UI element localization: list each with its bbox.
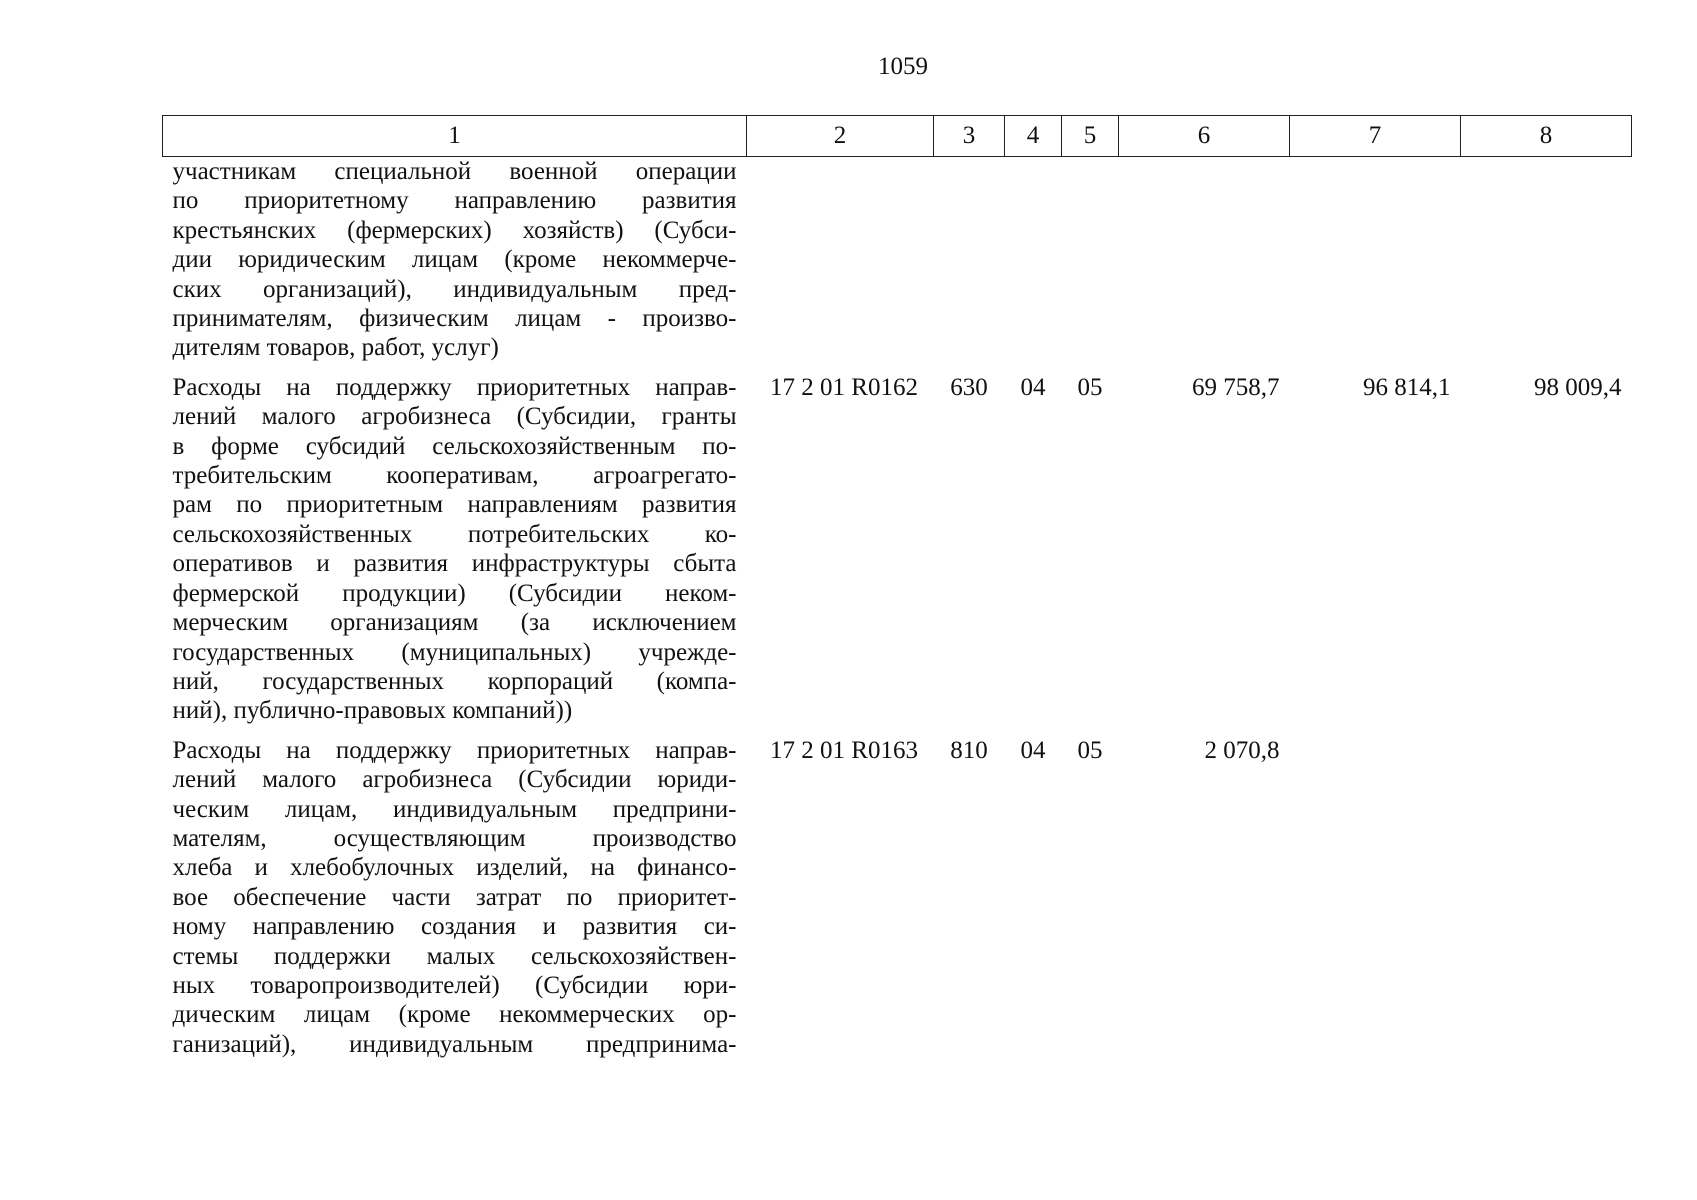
amount-col-8 xyxy=(1461,157,1632,363)
column-header-4: 4 xyxy=(1005,116,1062,157)
description-line: ных товаропроизводителей) (Субсидии юри- xyxy=(172,971,737,999)
description-line: ному направлению создания и развития си- xyxy=(172,913,737,941)
subsection-code xyxy=(1062,157,1119,363)
column-header-3: 3 xyxy=(934,116,1005,157)
section-code xyxy=(1005,157,1062,363)
table-header-row xyxy=(163,116,1632,157)
description-line: ческим лицам, индивидуальным предприни- xyxy=(172,795,737,823)
amount-col-8 xyxy=(1461,726,1632,1059)
amount-col-7 xyxy=(1290,726,1461,1059)
description-line: ских организаций), индивидуальным пред- xyxy=(172,275,737,303)
section-code: 04 xyxy=(1020,736,1046,764)
description-line: ний), публично-правовых компаний)) xyxy=(172,697,573,725)
description-line: ганизаций), индивидуальным предпринима- xyxy=(172,1030,737,1058)
budget-table xyxy=(162,115,1632,1059)
description-line: требительским кооперативам, агроагрегато- xyxy=(172,462,737,490)
description-line: крестьянских (фермерских) хозяйств) (Субси- xyxy=(172,216,737,244)
expense-type: 810 xyxy=(950,736,988,764)
row-description xyxy=(163,363,747,726)
description-line: хлеба и хлебобулочных изделий, на финансо- xyxy=(172,854,737,882)
expense-type xyxy=(934,157,1005,363)
expense-type: 630 xyxy=(950,373,988,401)
column-header-1: 1 xyxy=(163,116,747,157)
amount-col-6: 69 758,7 xyxy=(1192,373,1280,401)
description-line: мателям, осуществляющим производство xyxy=(172,824,737,852)
description-line: государственных (муниципальных) учрежде- xyxy=(172,638,737,666)
description-line: оперативов и развития инфраструктуры сбыта xyxy=(172,550,737,578)
target-article-code: 17 2 01 R0163 xyxy=(770,736,918,764)
amount-col-6: 2 070,8 xyxy=(1204,736,1280,764)
description-line: лений малого агробизнеса (Субсидии юриди- xyxy=(172,766,737,794)
description-line: мерческим организациям (за исключением xyxy=(172,609,737,637)
table-row xyxy=(163,726,1632,1059)
column-header-5: 5 xyxy=(1062,116,1119,157)
description-line: фермерской продукции) (Субсидии неком- xyxy=(172,579,737,607)
column-header-6: 6 xyxy=(1119,116,1290,157)
description-line: дителям товаров, работ, услуг) xyxy=(172,334,499,362)
description-line: по приоритетному направлению развития xyxy=(172,187,737,215)
description-line: дическим лицам (кроме некоммерческих ор- xyxy=(172,1001,737,1029)
subsection-code: 05 xyxy=(1077,373,1103,401)
description-line: дии юридическим лицам (кроме некоммерче- xyxy=(172,246,737,274)
description-line: участникам специальной военной операции xyxy=(172,158,737,185)
table-row xyxy=(163,363,1632,726)
table-row xyxy=(163,157,1632,363)
description-line: Расходы на поддержку приоритетных направ- xyxy=(172,736,737,764)
description-line: ний, государственных корпораций (компа- xyxy=(172,667,737,695)
page-number: 1059 xyxy=(878,53,928,80)
target-article-code: 17 2 01 R0162 xyxy=(770,373,918,401)
description-line: в форме субсидий сельскохозяйственным по- xyxy=(172,432,737,460)
description-line: принимателям, физическим лицам - произво- xyxy=(172,305,737,333)
section-code: 04 xyxy=(1020,373,1046,401)
column-header-2: 2 xyxy=(747,116,934,157)
description-line: рам по приоритетным направлениям развития xyxy=(172,491,737,519)
amount-col-6 xyxy=(1119,157,1290,363)
description-line: вое обеспечение части затрат по приоритет- xyxy=(172,883,737,911)
amount-col-7: 96 814,1 xyxy=(1363,373,1451,401)
row-description xyxy=(163,157,747,363)
description-line: лений малого агробизнеса (Субсидии, гранты xyxy=(172,403,737,431)
description-line: стемы поддержки малых сельскохозяйствен- xyxy=(172,942,737,970)
description-line: сельскохозяйственных потребительских ко- xyxy=(172,520,737,548)
subsection-code: 05 xyxy=(1077,736,1103,764)
amount-col-8: 98 009,4 xyxy=(1534,373,1622,401)
amount-col-7 xyxy=(1290,157,1461,363)
column-header-7: 7 xyxy=(1290,116,1461,157)
target-article-code xyxy=(747,157,934,363)
row-description xyxy=(163,726,747,1059)
column-header-8: 8 xyxy=(1461,116,1632,157)
description-line: Расходы на поддержку приоритетных направ- xyxy=(172,373,737,401)
